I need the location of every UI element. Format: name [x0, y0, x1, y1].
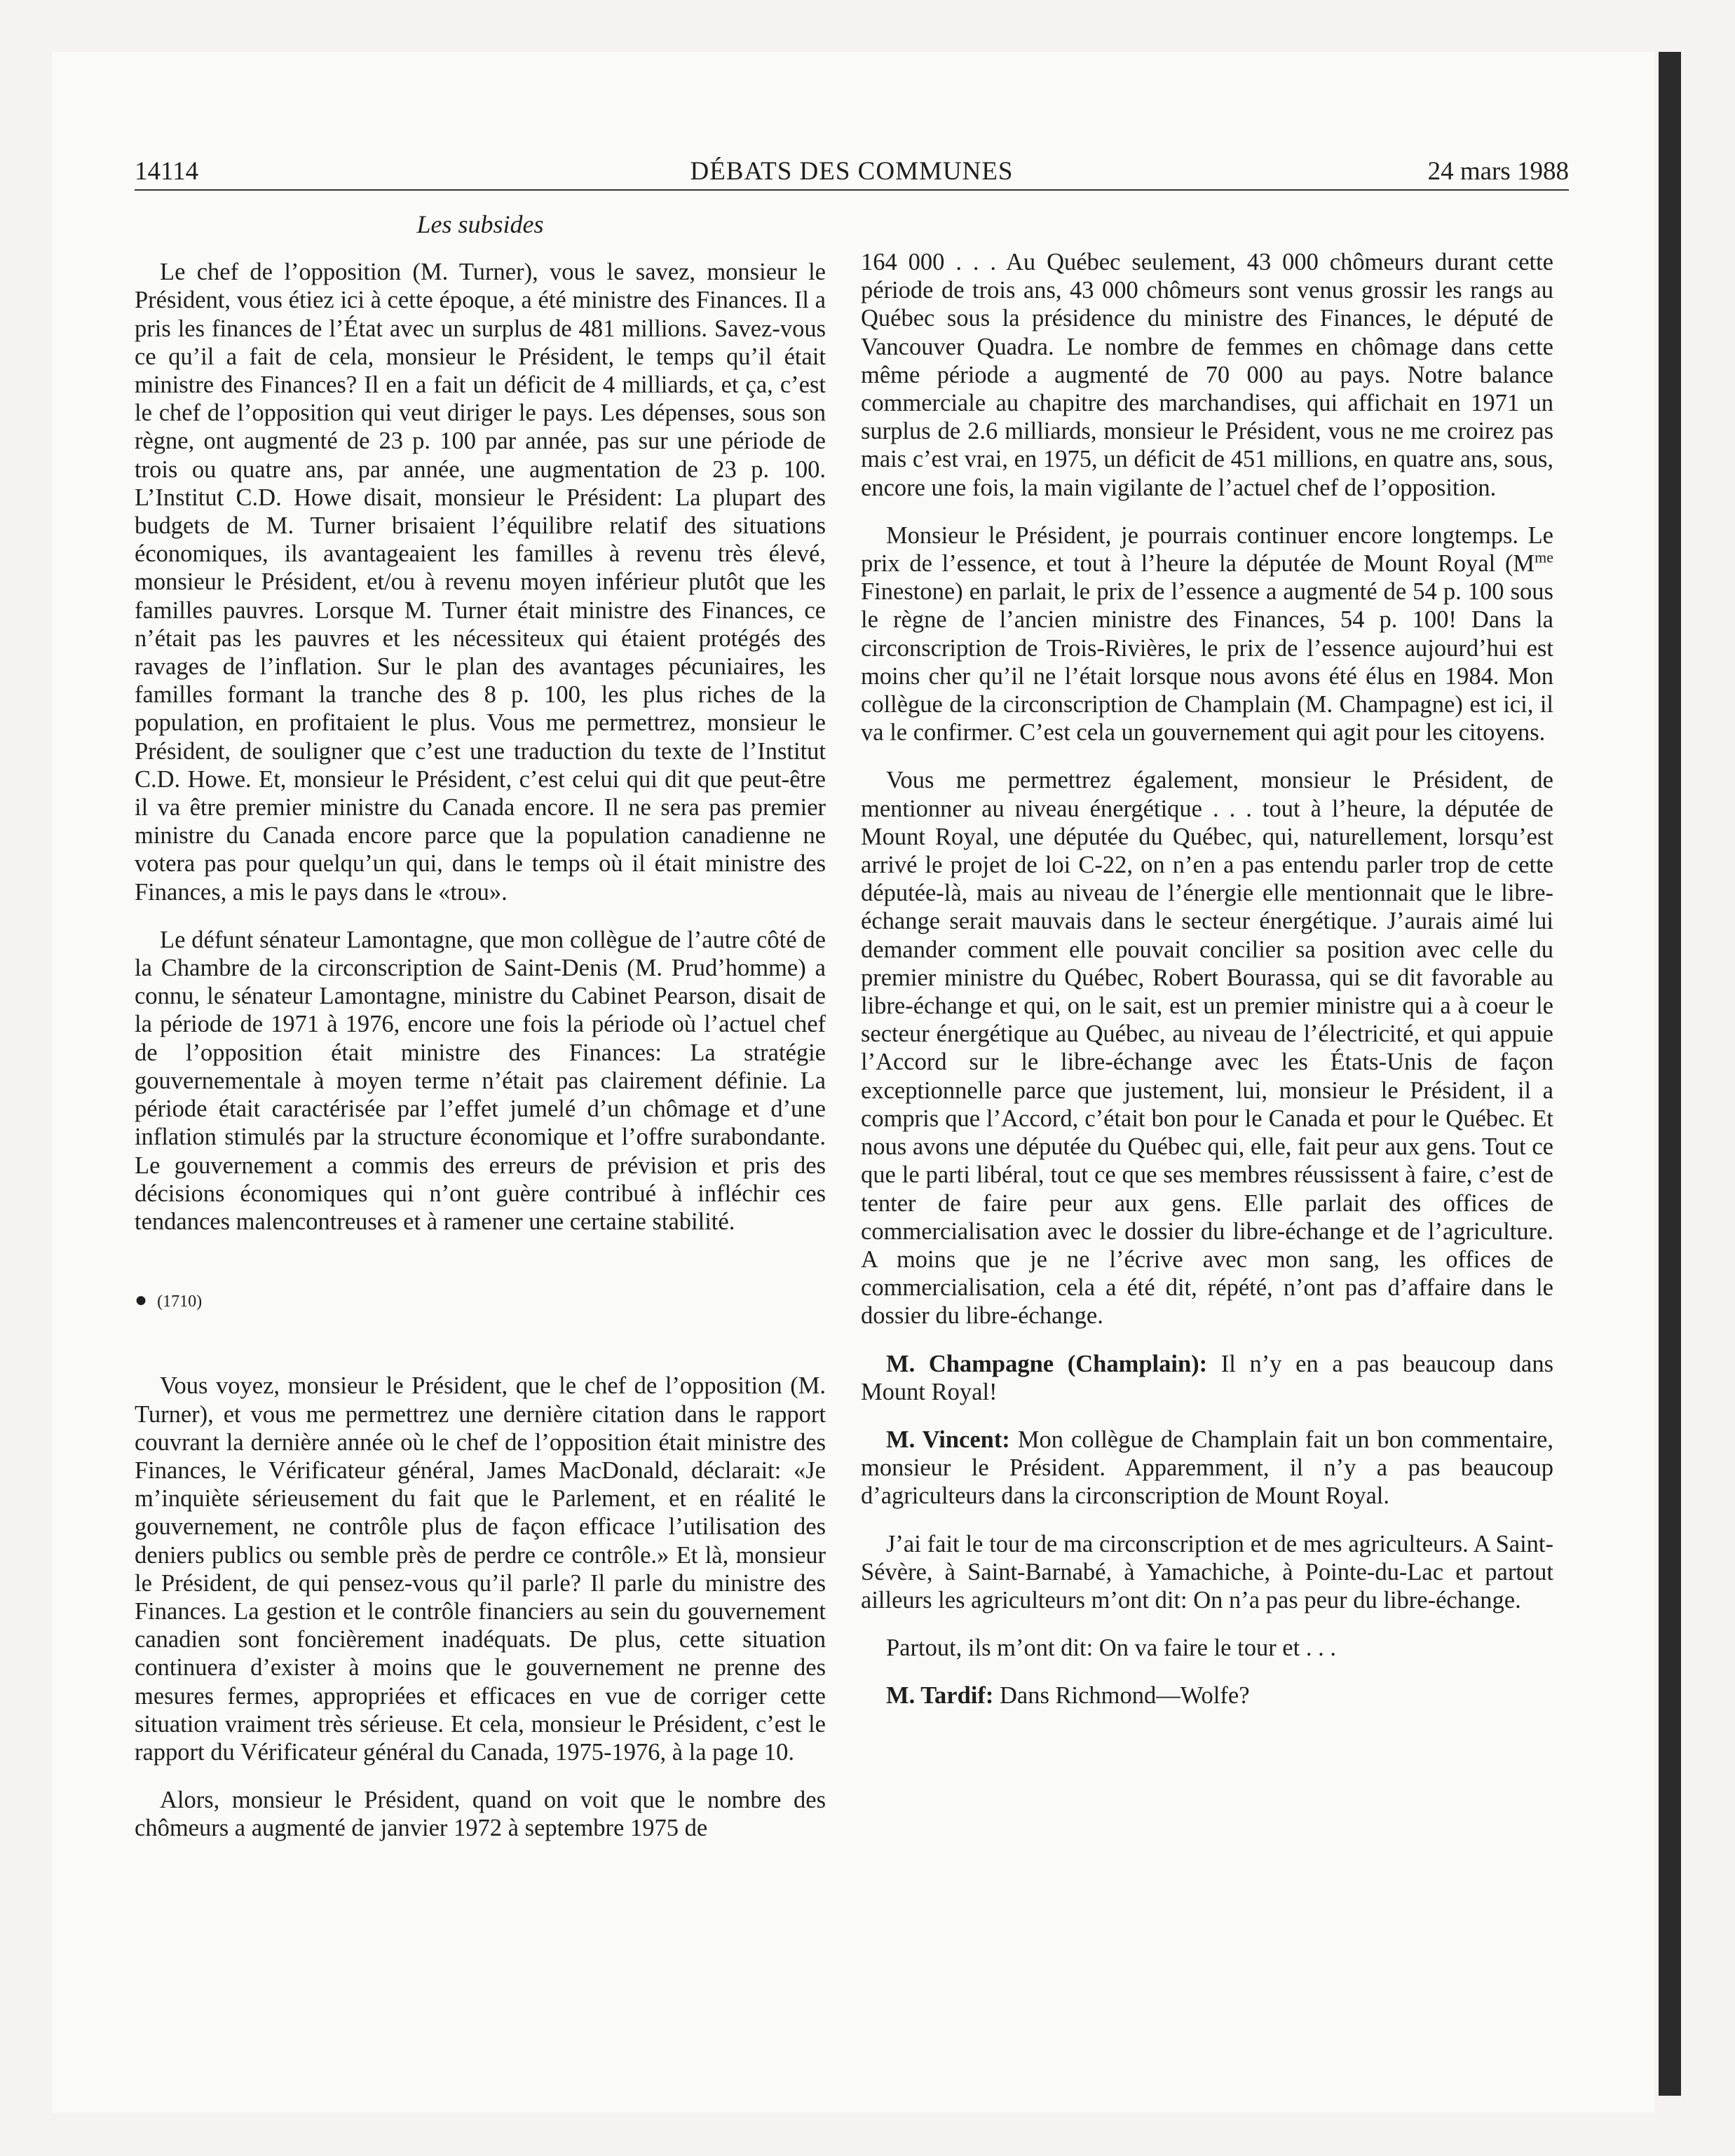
- paragraph: Vous voyez, monsieur le Président, que le chef de l’opposition (M. Turner), et vous me permettrez une dernière citation dans le rapport couvrant la dernière année où le chef de l’opposition était ministre des Finances, le Vérificateur général, James MacDonald, déclarait: «Je m’inquiète sérieusement du fait que le Parlement, et en réalité le gouvernement, ne contrôle plus de façon efficace l’utilisation des deniers publics ou semble près de perdre ce contrôle.» Et là, monsieur le Président, de qui pensez-vous qu’il parle? Il parle du ministre des Finances. La gestion et le contrôle financiers au sein du gouvernement canadien sont foncièrement inadéquats. De plus, cette situation continuera d’exister à moins que le gouvernement ne prenne des mesures fermes, appropriées et efficaces en vue de corriger cette situation vraiment très sérieuse. Et cela, monsieur le Président, c’est le rapport du Vérificateur général du Canada, 1975-1976, à la page 10.: [135, 1372, 826, 1766]
- section-title: Les subsides: [416, 210, 544, 238]
- paragraph: Le chef de l’opposition (M. Turner), vous le savez, monsieur le Président, vous étiez ici à cette époque, a été ministre des Finances. Il a pris les finances de l’État avec un surplus de 481 millions. Savez-vous ce qu’il a fait de cela, monsieur le Président, le temps qu’il était ministre des Finances? Il en a fait un déficit de 4 milliards, et ça, c’est le chef de l’opposition qui veut diriger le pays. Les dépenses, sous son règne, ont augmenté de 23 p. 100 par année, pas sur une période de trois ou quatre ans, par année, une augmentation de 23 p. 100. L’Institut C.D. Howe disait, monsieur le Président: La plupart des budgets de M. Turner brisaient l’équilibre relatif des situations économiques, ils avantageaient les familles à revenu très élevé, monsieur le Président, et/ou à revenu moyen inférieur plutôt que les familles pauvres. Lorsque M. Turner était ministre des Finances, ce n’était pas les pauvres et les nécessiteux qui étaient protégés des ravages de l’inflation. Sur le plan des avantages pécuniaires, les familles formant la tranche des 8 p. 100, les plus riches de la population, en profitaient le plus. Vous me permettrez, monsieur le Président, de souligner que c’est une traduction du texte de l’Institut C.D. Howe. Et, monsieur le Président, c’est celui qui dit que peut-être il va être premier ministre du Canada encore. Il ne sera pas premier ministre du Canada encore parce que la population canadienne ne votera pas pour quelqu’un qui, dans le temps où il était ministre des Finances, a mis le pays dans le «trou».: [135, 259, 826, 906]
- speaker-name: M. Vincent:: [886, 1426, 1010, 1453]
- time-marker-text: (1710): [157, 1292, 203, 1311]
- speech-text: Dans Richmond—Wolfe?: [993, 1682, 1250, 1710]
- paragraph-text: Monsieur le Président, je pourrais continuer encore longtemps. Le prix de l’essence, et tout à l’heure la députée de Mount Royal (M: [861, 521, 1553, 578]
- page-header: [135, 154, 1569, 191]
- speech: [861, 1350, 1553, 1406]
- speech: [861, 1681, 1553, 1710]
- page-date: 24 mars 1988: [1427, 157, 1569, 186]
- paragraph-text: Finestone) en parlait, le prix de l’essence a augmenté de 54 p. 100 sous le règne de l’ancien ministre des Finances, 54 p. 100! Dans la circonscription de Trois-Rivières, le prix de l’essence aujourd’hui est moins cher qu’il ne l’était lorsque nous avons été élus en 1984. Mon collègue de la circonscription de Champlain (M. Champagne) est ici, il va le confirmer. C’est cela un gouvernement qui agit pour les citoyens.: [861, 578, 1553, 746]
- paragraph: Alors, monsieur le Président, quand on voit que le nombre des chômeurs a augmenté de janvier 1972 à septembre 1975 de: [135, 1787, 826, 1842]
- page-number: 14114: [135, 157, 199, 186]
- speech-text: Il n’y en a pas beaucoup dans Mount Royal!: [861, 1350, 1553, 1405]
- left-column: [135, 210, 826, 1862]
- paragraph: Le défunt sénateur Lamontagne, que mon collègue de l’autre côté de la Chambre de la circonscription de Saint-Denis (M. Prud’homme) a connu, le sénateur Lamontagne, ministre du Cabinet Pearson, disait de la période de 1971 à 1976, encore une fois la période où l’actuel chef de l’opposition était ministre des Finances: La stratégie gouvernementale à moyen terme n’était pas clairement définie. La période était caractérisée par l’effet jumelé d’un chômage et d’une inflation stimulés par la structure économique et l’offre surabondante. Le gouvernement a commis des erreurs de prévision et pris des décisions économiques qui n’ont guère contribué à infléchir ces tendances malencontreuses et à ramener une certaine stabilité.: [135, 926, 826, 1235]
- journal-title: DÉBATS DES COMMUNES: [690, 157, 1014, 186]
- right-column: [861, 248, 1553, 1730]
- speech-text: Mon collègue de Champlain fait un bon commentaire, monsieur le Président. Apparemment, il n’y a pas beaucoup d’agriculteurs dans la circonscription de Mount Royal.: [861, 1426, 1553, 1510]
- speech: [861, 1426, 1553, 1510]
- scan-edge: [1659, 52, 1681, 2096]
- speaker-name: M. Tardif:: [886, 1682, 994, 1710]
- paragraph: 164 000 . . . Au Québec seulement, 43 000 chômeurs durant cette période de trois ans, 43 000 chômeurs sont venus grossir les rangs au Québec sous la présidence du ministre des Finances, le député de Vancouver Quadra. Le nombre de femmes en chômage dans cette même période a augmenté de 70 000 au pays. Notre balance commerciale au chapitre des marchandises, qui affichait en 1971 un surplus de 2.6 milliards, monsieur le Président, vous ne me croirez pas mais c’est vrai, en 1975, un déficit de 451 millions, en quatre ans, sous, encore une fois, la main vigilante de l’actuel chef de l’opposition.: [861, 249, 1553, 501]
- paragraph: [861, 521, 1553, 747]
- superscript: me: [1535, 548, 1553, 566]
- time-marker: [135, 1286, 826, 1316]
- bullet-icon: ●: [135, 1288, 148, 1312]
- paragraph: Vous me permettrez également, monsieur le Président, de mentionner au niveau énergétique . . . tout à l’heure, la députée de Mount Royal, une députée du Québec, qui, naturellement, lorsqu’est arrivé le projet de loi C-22, on n’en a pas entendu parler trop de cette députée-là, mais au niveau de l’énergie elle mentionnait que le libre-échange serait mauvais dans le secteur énergétique. J’aurais aimé lui demander comment elle pouvait concilier sa position avec celle du premier ministre du Québec, Robert Bourassa, qui se dit favorable au libre-échange et qui, on le sait, est un premier ministre qui a à coeur le secteur énergétique au Québec, au niveau de l’électricité, et qui appuie l’Accord sur le libre-échange avec les États-Unis de façon exceptionnelle parce que justement, lui, monsieur le Président, il a compris que l’Accord, c’était bon pour le Canada et pour le Québec. Et nous avons une députée du Québec qui, elle, fait peur aux gens. Tout ce que le parti libéral, tout ce que ses membres réussissent à faire, c’est de tenter de faire peur aux gens. Elle parlait des offices de commercialisation avec le dossier du libre-échange et de l’agriculture. A moins que je ne l’écrive avec mon sang, les offices de commercialisation, cela a été dit, répété, n’ont pas d’affaire dans le dossier du libre-échange.: [861, 767, 1553, 1330]
- paragraph: Partout, ils m’ont dit: On va faire le tour et . . .: [886, 1635, 1336, 1662]
- speaker-name: M. Champagne (Champlain):: [886, 1350, 1208, 1377]
- paragraph: J’ai fait le tour de ma circonscription et de mes agriculteurs. A Saint-Sévère, à Saint-Barnabé, à Yamachiche, à Pointe-du-Lac et partout ailleurs les agriculteurs m’ont dit: On n’a pas peur du libre-échange.: [861, 1530, 1553, 1613]
